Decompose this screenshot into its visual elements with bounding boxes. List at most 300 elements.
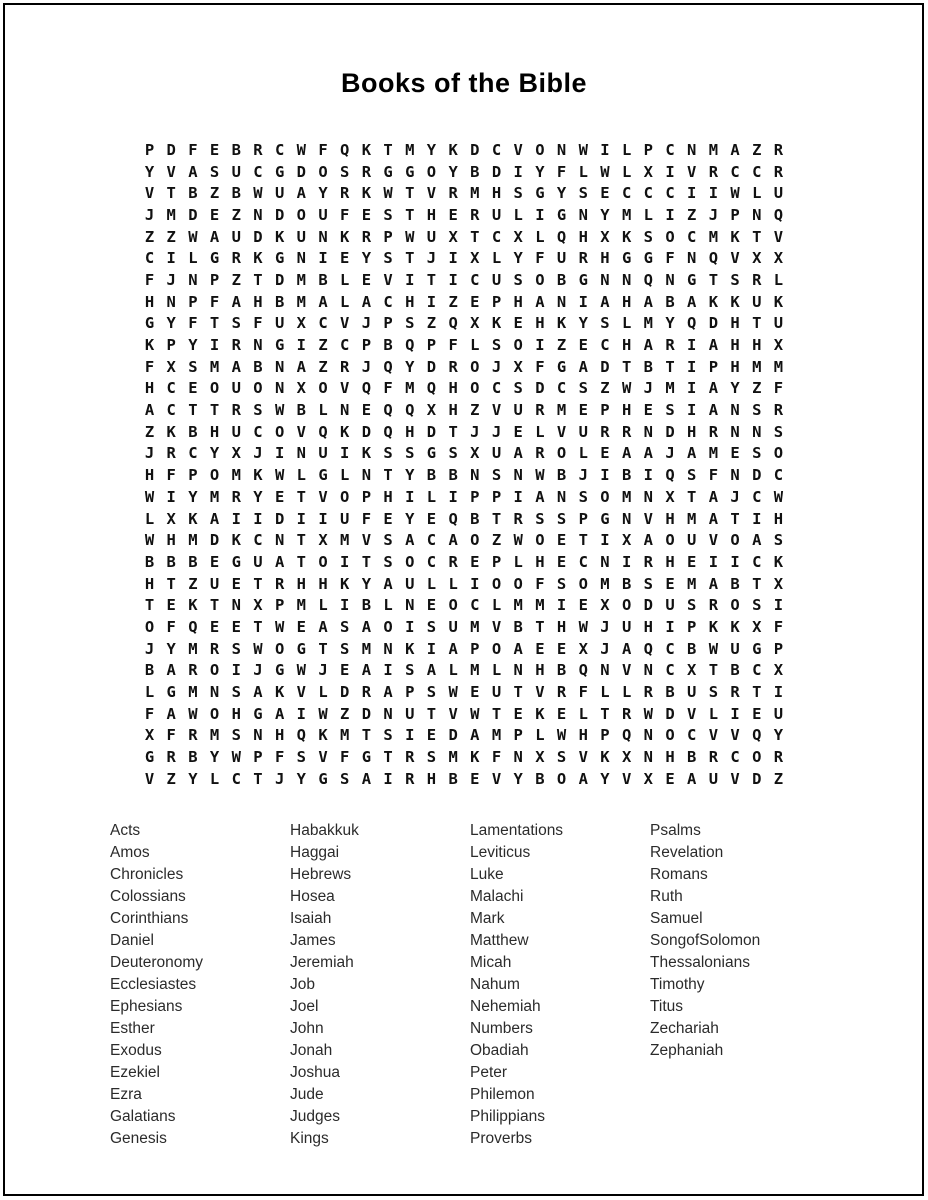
grid-cell: Q [340,140,350,159]
grid-cell: I [621,552,632,571]
grid-cell: P [470,639,480,658]
grid-cell: I [209,336,220,355]
grid-cell: U [231,227,241,246]
word-item: Colossians [110,888,186,905]
grid-cell: F [144,704,155,723]
grid-cell: G [687,270,697,289]
grid-cell: H [621,336,632,355]
grid-cell: O [491,574,502,593]
grid-cell: L [578,162,588,181]
grid-cell: I [513,487,523,506]
grid-cell: K [340,574,350,593]
grid-cell: O [274,422,285,441]
grid-cell: O [318,162,328,181]
grid-cell: K [470,748,480,767]
grid-cell: G [752,639,762,658]
grid-cell: C [491,379,502,398]
grid-cell: K [600,748,610,767]
grid-cell: W [144,487,155,506]
grid-cell: R [361,162,372,181]
grid-cell: S [426,617,437,636]
grid-cell: S [340,639,350,658]
grid-cell: N [621,270,632,289]
grid-cell: Y [209,444,220,463]
grid-cell: V [513,140,523,159]
grid-cell: S [231,639,241,658]
grid-cell: Z [426,314,437,333]
grid-cell: I [448,487,458,506]
grid-cell: W [274,466,285,485]
grid-cell: W [231,748,241,767]
grid-cell: S [665,401,675,420]
grid-cell: D [166,140,176,159]
grid-cell: E [361,401,372,420]
grid-cell: I [448,270,458,289]
grid-cell: B [448,769,458,788]
grid-cell: S [513,270,523,289]
grid-cell: L [621,140,632,159]
grid-cell: U [231,422,241,441]
grid-cell: J [144,639,155,658]
grid-cell: L [209,769,220,788]
grid-cell: B [448,466,458,485]
grid-cell: R [513,509,523,528]
grid-cell: M [361,639,372,658]
grid-cell: S [773,531,784,550]
grid-cell: V [730,726,740,745]
grid-cell: X [773,249,784,268]
grid-cell: Y [318,184,328,203]
grid-cell: Q [426,379,437,398]
grid-cell: E [556,531,567,550]
grid-cell: B [621,574,632,593]
grid-cell: E [209,552,220,571]
grid-cell: R [231,487,241,506]
grid-cell: V [535,683,545,702]
grid-cell: Q [556,227,567,246]
grid-cell: Z [752,379,762,398]
grid-cell: L [318,596,328,615]
grid-cell: S [188,357,198,376]
grid-cell: V [708,726,719,745]
grid-cell: V [491,769,502,788]
grid-cell: Q [188,617,198,636]
grid-cell: N [643,422,654,441]
grid-cell: D [448,726,458,745]
word-item: Nahum [470,976,520,993]
grid-cell: A [708,487,719,506]
grid-cell: A [708,509,719,528]
grid-cell: F [491,748,502,767]
grid-cell: O [578,574,588,593]
grid-cell: H [730,314,740,333]
grid-cell: R [405,748,415,767]
grid-cell: S [556,748,567,767]
grid-cell: Z [448,292,458,311]
grid-cell: S [491,336,502,355]
grid-cell: U [448,617,458,636]
word-item: Revelation [650,844,724,861]
grid-cell: M [752,357,762,376]
grid-cell: K [361,184,372,203]
grid-cell: S [773,422,784,441]
grid-cell: D [643,596,654,615]
grid-cell: T [752,683,762,702]
grid-cell: H [405,422,415,441]
grid-cell: J [253,444,263,463]
grid-cell: C [687,227,697,246]
word-list-column [650,820,830,1150]
grid-cell: V [361,531,372,550]
grid-cell: T [166,574,176,593]
grid-cell: S [231,683,241,702]
grid-cell: W [318,704,328,723]
grid-cell: H [296,574,307,593]
grid-cell: K [340,227,350,246]
grid-cell: X [600,227,610,246]
grid-cell: V [296,422,307,441]
grid-cell: Y [361,574,372,593]
grid-cell: I [687,184,697,203]
grid-cell: N [513,466,523,485]
grid-cell: M [296,596,307,615]
grid-cell: Q [405,401,415,420]
grid-cell: O [491,639,502,658]
grid-cell: H [535,552,545,571]
grid-cell: P [209,270,220,289]
grid-cell: A [144,401,155,420]
grid-cell: C [643,184,654,203]
word-item: Acts [110,822,141,839]
grid-cell: U [318,205,328,224]
grid-cell: Q [296,726,307,745]
grid-cell: R [361,683,372,702]
grid-cell: I [231,661,241,680]
grid-cell: E [361,270,372,289]
grid-cell: F [166,617,176,636]
grid-cell: L [448,574,458,593]
grid-cell: M [773,357,784,376]
grid-cell: S [643,227,654,246]
grid-cell: Z [556,336,567,355]
grid-cell: A [231,357,241,376]
grid-cell: R [730,683,740,702]
grid-cell: U [773,314,784,333]
grid-cell: E [340,661,350,680]
grid-cell: B [556,661,567,680]
grid-cell: T [687,487,697,506]
grid-cell: B [643,357,654,376]
grid-cell: F [535,249,545,268]
grid-cell: G [556,205,567,224]
grid-cell: D [274,509,285,528]
grid-cell: B [470,509,480,528]
grid-cell: M [340,531,350,550]
grid-cell: H [578,227,588,246]
grid-cell: T [513,683,523,702]
grid-cell: C [665,661,675,680]
grid-cell: H [448,379,458,398]
grid-cell: O [665,726,675,745]
grid-cell: B [188,552,198,571]
grid-cell: T [209,596,220,615]
grid-cell: W [274,401,285,420]
grid-cell: H [621,292,632,311]
grid-cell: U [773,704,784,723]
grid-cell: E [665,574,675,593]
grid-row [139,551,790,573]
word-item: Exodus [110,1042,162,1059]
grid-cell: N [578,205,588,224]
grid-cell: G [556,357,567,376]
grid-cell: R [773,140,784,159]
grid-cell: B [318,270,328,289]
grid-cell: T [253,769,263,788]
grid-cell: E [513,422,523,441]
grid-cell: B [274,292,285,311]
grid-cell: W [383,184,393,203]
grid-cell: X [231,444,241,463]
word-item: Samuel [650,910,703,927]
grid-cell: D [296,162,307,181]
grid-cell: F [144,270,155,289]
grid-cell: I [513,162,523,181]
grid-cell: H [556,617,567,636]
grid-cell: E [470,552,480,571]
word-item: Esther [110,1020,155,1037]
grid-cell: K [318,726,328,745]
grid-cell: L [513,552,523,571]
grid-cell: N [730,401,740,420]
grid-cell: X [426,401,437,420]
grid-cell: N [470,466,480,485]
grid-cell: L [383,596,393,615]
grid-cell: P [274,596,285,615]
grid-cell: Q [773,205,784,224]
grid-cell: W [188,227,198,246]
grid-cell: Z [231,270,241,289]
grid-cell: L [426,574,437,593]
grid-cell: Y [578,314,588,333]
grid-cell: O [318,552,328,571]
grid-cell: X [144,726,155,745]
grid-cell: R [535,401,545,420]
grid-cell: J [274,769,285,788]
grid-row [139,638,790,660]
grid-cell: B [144,552,155,571]
grid-cell: A [383,574,393,593]
grid-cell: A [708,574,719,593]
grid-cell: V [708,531,719,550]
grid-cell: V [296,683,307,702]
grid-cell: C [470,270,480,289]
grid-row [139,768,790,790]
grid-cell: H [665,748,675,767]
grid-cell: E [578,401,588,420]
grid-cell: J [578,466,588,485]
grid-cell: K [535,704,545,723]
grid-cell: B [687,748,697,767]
grid-cell: N [600,552,610,571]
grid-cell: X [253,596,263,615]
grid-cell: M [188,531,198,550]
grid-cell: P [491,487,502,506]
grid-cell: F [253,314,263,333]
grid-cell: E [752,704,762,723]
grid-cell: G [274,162,285,181]
grid-cell: E [231,617,241,636]
grid-cell: X [773,336,784,355]
grid-cell: S [383,531,393,550]
grid-cell: I [730,552,740,571]
grid-cell: O [535,531,545,550]
grid-cell: A [361,617,372,636]
grid-cell: G [274,336,285,355]
grid-cell: C [470,596,480,615]
grid-cell: M [556,401,567,420]
grid-cell: B [361,596,372,615]
grid-cell: T [188,401,198,420]
grid-cell: Y [600,769,610,788]
grid-cell: N [643,661,654,680]
grid-cell: A [383,683,393,702]
grid-cell: R [188,661,198,680]
grid-cell: D [209,531,220,550]
grid-cell: U [665,596,675,615]
grid-cell: I [665,162,675,181]
grid-cell: A [535,487,545,506]
grid-cell: D [274,270,285,289]
grid-cell: M [166,205,176,224]
grid-cell: E [296,617,307,636]
grid-cell: G [253,704,263,723]
grid-cell: F [318,140,328,159]
grid-cell: A [274,704,285,723]
grid-cell: N [556,292,567,311]
grid-cell: R [535,444,545,463]
grid-cell: X [578,639,588,658]
word-item: Haggai [290,844,340,861]
grid-cell: W [556,726,567,745]
grid-cell: O [665,227,675,246]
word-item: Psalms [650,822,701,839]
grid-cell: T [253,574,263,593]
grid-cell: A [600,292,610,311]
grid-cell: T [491,509,502,528]
grid-cell: V [643,509,654,528]
grid-cell: M [643,314,654,333]
grid-cell: C [665,140,675,159]
grid-cell: I [600,466,610,485]
grid-cell: Z [144,422,155,441]
grid-cell: I [318,249,328,268]
grid-cell: A [318,617,328,636]
grid-cell: O [383,617,393,636]
grid-cell: G [535,184,545,203]
grid-cell: E [209,617,220,636]
grid-cell: E [274,487,285,506]
grid-cell: J [708,205,719,224]
grid-cell: Q [643,270,654,289]
grid-cell: N [383,704,393,723]
grid-cell: R [188,726,198,745]
grid-cell: S [383,552,393,571]
grid-cell: I [296,336,307,355]
grid-cell: M [687,574,697,593]
word-item: Malachi [470,888,524,905]
grid-cell: A [448,639,458,658]
grid-cell: T [708,270,719,289]
grid-cell: S [687,466,697,485]
grid-cell: X [296,379,307,398]
grid-cell: Q [752,726,762,745]
grid-cell: W [253,184,263,203]
grid-cell: Q [687,314,697,333]
grid-cell: X [643,162,654,181]
grid-cell: Y [405,357,415,376]
grid-cell: S [730,270,740,289]
grid-cell: K [231,531,241,550]
grid-cell: I [730,704,740,723]
grid-cell: W [470,704,480,723]
grid-cell: Y [209,748,220,767]
grid-cell: U [773,184,784,203]
grid-cell: N [643,748,654,767]
grid-cell: P [405,683,415,702]
grid-cell: L [578,444,588,463]
grid-cell: A [708,401,719,420]
grid-cell: F [535,574,545,593]
word-item: Jude [290,1086,324,1103]
grid-cell: T [470,227,480,246]
grid-cell: A [361,292,372,311]
grid-cell: F [188,314,198,333]
grid-cell: C [752,162,762,181]
grid-cell: R [274,574,285,593]
grid-cell: M [209,487,220,506]
grid-cell: A [687,769,697,788]
word-item: Ephesians [110,998,183,1015]
grid-cell: K [188,596,198,615]
grid-cell: V [426,184,437,203]
grid-cell: R [773,401,784,420]
grid-cell: B [556,466,567,485]
grid-cell: X [600,596,610,615]
grid-cell: A [752,531,762,550]
grid-cell: A [621,639,632,658]
grid-cell: S [383,726,393,745]
grid-cell: H [318,574,328,593]
grid-cell: A [361,661,372,680]
grid-cell: C [752,661,762,680]
grid-cell: J [361,314,372,333]
grid-row [139,746,790,768]
grid-cell: S [708,683,719,702]
grid-cell: E [340,249,350,268]
grid-cell: O [556,444,567,463]
grid-cell: T [405,184,415,203]
grid-cell: P [513,726,523,745]
grid-cell: E [578,596,588,615]
grid-cell: Q [361,379,372,398]
grid-cell: T [752,574,762,593]
grid-cell: Y [188,769,198,788]
grid-cell: O [665,531,675,550]
grid-cell: Q [448,314,458,333]
grid-cell: U [513,401,523,420]
grid-cell: H [730,357,740,376]
grid-cell: E [166,596,176,615]
